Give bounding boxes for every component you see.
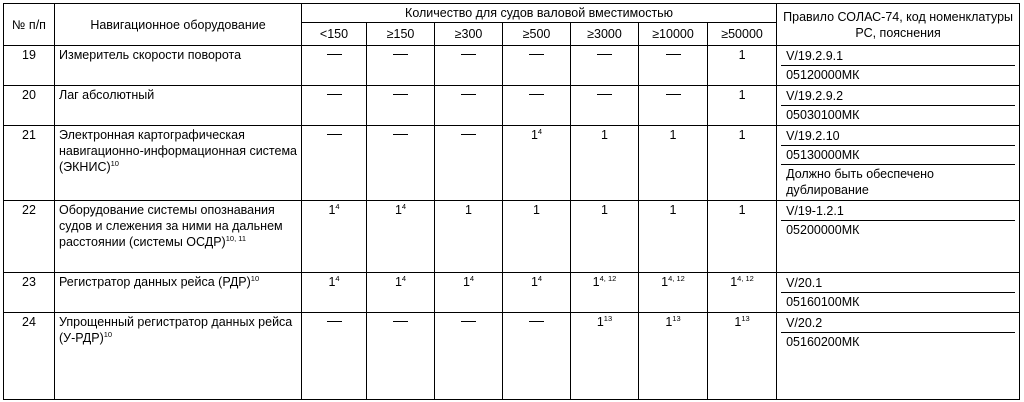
rule-cell — [777, 126, 1020, 201]
equipment-name — [55, 273, 302, 313]
equipment-name — [55, 313, 302, 400]
rule-line: V/20.2 — [786, 316, 823, 330]
qty-cell — [639, 126, 708, 201]
qty-value: 1 — [661, 275, 669, 289]
qty-value: 1 — [669, 203, 677, 217]
qty-cell — [503, 273, 571, 313]
footnote-ref: 13 — [603, 314, 613, 323]
footnote-ref: 4, 12 — [599, 274, 617, 283]
footnote-ref: 4 — [401, 274, 407, 283]
footnote-ref: 10 — [103, 330, 113, 339]
table-row — [4, 201, 1020, 273]
footnote-ref: 4, 12 — [668, 274, 685, 283]
qty-cell — [435, 46, 503, 86]
qty-cell — [435, 273, 503, 313]
qty-cell — [708, 46, 777, 86]
header-qty-group: Количество для судов валовой вместимостью — [302, 4, 777, 23]
qty-cell — [571, 86, 639, 126]
qty-cell — [302, 126, 367, 201]
qty-cell — [435, 86, 503, 126]
qty-value: 1 — [738, 88, 746, 102]
header-tonnage: ≥10000 — [639, 23, 708, 46]
rule-line: 05160100МК — [781, 292, 1015, 311]
footnote-ref: 13 — [741, 314, 750, 323]
table-row — [4, 86, 1020, 126]
equipment-name — [55, 46, 302, 86]
qty-cell — [367, 126, 435, 201]
header-rule: Правило СОЛАС-74, код номенклатуры РС, пояснения — [777, 4, 1020, 46]
qty-cell — [571, 273, 639, 313]
qty-value: 1 — [530, 275, 538, 289]
row-number: 19 — [4, 46, 55, 86]
equipment-name — [55, 86, 302, 126]
rule-cell — [777, 201, 1020, 273]
equipment-name-text: Упрощенный регистратор данных рейса (У-РДР) — [59, 315, 293, 345]
header-row — [4, 4, 1020, 23]
table-row — [4, 273, 1020, 313]
qty-value: 1 — [730, 275, 738, 289]
dash-mark — [529, 54, 544, 55]
header-equipment: Навигационное оборудование — [55, 4, 302, 46]
header-tonnage: <150 — [302, 23, 367, 46]
qty-cell — [708, 273, 777, 313]
rule-line: 05120000МК — [781, 65, 1015, 84]
row-number: 20 — [4, 86, 55, 126]
qty-cell — [639, 46, 708, 86]
qty-value: 1 — [738, 128, 746, 142]
navigation-equipment-table — [3, 3, 1020, 400]
header-tonnage: ≥150 — [367, 23, 435, 46]
footnote-ref: 4 — [335, 274, 340, 283]
qty-cell — [435, 313, 503, 400]
dash-mark — [597, 94, 612, 95]
qty-cell — [708, 313, 777, 400]
dash-mark — [666, 54, 681, 55]
dash-mark — [327, 134, 342, 135]
qty-cell — [435, 126, 503, 201]
qty-value: 1 — [328, 275, 336, 289]
qty-cell — [302, 201, 367, 273]
dash-mark — [393, 321, 408, 322]
equipment-name-text: Измеритель скорости поворота — [59, 48, 242, 62]
dash-mark — [327, 94, 342, 95]
qty-cell — [639, 201, 708, 273]
footnote-ref: 4 — [335, 202, 340, 211]
rule-line: 05160200МК — [781, 332, 1015, 351]
row-number: 23 — [4, 273, 55, 313]
dash-mark — [393, 134, 408, 135]
qty-value: 1 — [738, 203, 746, 217]
table-row — [4, 46, 1020, 86]
qty-cell — [708, 126, 777, 201]
footnote-ref: 10 — [250, 274, 260, 283]
qty-cell — [503, 201, 571, 273]
qty-cell — [302, 313, 367, 400]
qty-cell — [302, 273, 367, 313]
header-tonnage: ≥300 — [435, 23, 503, 46]
qty-cell — [639, 273, 708, 313]
rule-cell — [777, 273, 1020, 313]
qty-cell — [302, 46, 367, 86]
rule-line: 05200000МК — [781, 220, 1015, 239]
qty-cell — [571, 313, 639, 400]
rule-line: V/19.2.10 — [786, 129, 840, 143]
rule-line: V/19.2.9.2 — [786, 89, 844, 103]
qty-cell — [639, 313, 708, 400]
qty-cell — [435, 201, 503, 273]
header-num: № п/п — [4, 4, 55, 46]
rule-line: V/20.1 — [786, 276, 823, 290]
footnote-ref: 13 — [672, 314, 681, 323]
qty-value: 1 — [592, 275, 600, 289]
dash-mark — [529, 94, 544, 95]
qty-cell — [503, 313, 571, 400]
qty-cell — [503, 46, 571, 86]
rule-cell — [777, 313, 1020, 400]
qty-cell — [708, 86, 777, 126]
qty-value: 1 — [601, 128, 608, 142]
equipment-name — [55, 201, 302, 273]
row-number: 22 — [4, 201, 55, 273]
header-tonnage: ≥50000 — [708, 23, 777, 46]
qty-cell — [503, 86, 571, 126]
qty-value: 1 — [596, 315, 604, 329]
qty-cell — [571, 46, 639, 86]
qty-value: 1 — [462, 275, 470, 289]
qty-value: 1 — [738, 48, 746, 62]
dash-mark — [461, 321, 476, 322]
qty-cell — [571, 201, 639, 273]
qty-cell — [367, 273, 435, 313]
header-tonnage: ≥500 — [503, 23, 571, 46]
footnote-ref: 4, 12 — [737, 274, 754, 283]
equipment-name-text: Электронная картографическая навигационно-информационная система (ЭКНИС) — [59, 128, 298, 174]
qty-value: 1 — [601, 203, 608, 217]
dash-mark — [597, 54, 612, 55]
rule-cell — [777, 46, 1020, 86]
dash-mark — [461, 94, 476, 95]
table-body — [4, 46, 1020, 400]
footnote-ref: 4 — [469, 274, 475, 283]
dash-mark — [666, 94, 681, 95]
equipment-name — [55, 126, 302, 201]
equipment-name-text: Оборудование системы опознавания судов и слежения за ними на дальнем расстоянии (системы ОСДР) — [59, 203, 283, 249]
rule-line: Должно быть обеспечено дублирование — [781, 164, 1015, 199]
qty-value: 1 — [465, 203, 472, 217]
qty-value: 1 — [328, 203, 336, 217]
dash-mark — [393, 94, 408, 95]
qty-value: 1 — [533, 203, 540, 217]
footnote-ref: 10, 11 — [225, 234, 247, 243]
dash-mark — [461, 54, 476, 55]
qty-cell — [367, 313, 435, 400]
dash-mark — [327, 321, 342, 322]
qty-value: 1 — [665, 315, 673, 329]
row-number: 24 — [4, 313, 55, 400]
rule-line: V/19-1.2.1 — [786, 204, 844, 218]
footnote-ref: 4 — [537, 274, 543, 283]
rule-cell — [777, 86, 1020, 126]
footnote-ref: 10 — [110, 159, 119, 168]
dash-mark — [529, 321, 544, 322]
qty-value: 1 — [734, 315, 742, 329]
dash-mark — [461, 134, 476, 135]
qty-cell — [367, 86, 435, 126]
dash-mark — [393, 54, 408, 55]
row-number: 21 — [4, 126, 55, 201]
qty-cell — [367, 46, 435, 86]
qty-value: 1 — [530, 128, 538, 142]
qty-value: 1 — [394, 275, 402, 289]
qty-cell — [708, 201, 777, 273]
table-row — [4, 313, 1020, 400]
rule-line: 05130000МК — [781, 145, 1015, 164]
qty-cell — [571, 126, 639, 201]
qty-cell — [367, 201, 435, 273]
dash-mark — [327, 54, 342, 55]
rule-line: 05030100МК — [781, 105, 1015, 124]
qty-cell — [302, 86, 367, 126]
header-tonnage: ≥3000 — [571, 23, 639, 46]
equipment-name-text: Регистратор данных рейса (РДР) — [59, 275, 251, 289]
footnote-ref: 4 — [401, 202, 407, 211]
equipment-name-text: Лаг абсолютный — [59, 88, 155, 102]
qty-value: 1 — [669, 128, 677, 142]
qty-cell — [503, 126, 571, 201]
qty-cell — [639, 86, 708, 126]
rule-line: V/19.2.9.1 — [786, 49, 844, 63]
table-row — [4, 126, 1020, 201]
qty-value: 1 — [394, 203, 402, 217]
footnote-ref: 4 — [537, 127, 543, 136]
